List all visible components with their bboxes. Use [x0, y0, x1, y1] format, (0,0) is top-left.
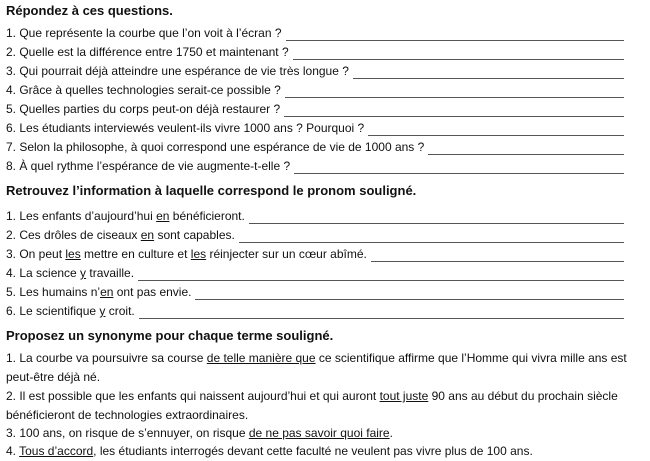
pronoun-sentence: 6. Le scientifique y croit. — [6, 304, 135, 318]
pronoun-sentence: 3. On peut les mettre en culture et les réinjecter sur un cœur abîmé. — [6, 247, 367, 261]
question-row — [6, 44, 624, 60]
answer-line[interactable] — [139, 306, 624, 319]
question-text: 5. Quelles parties du corps peut-on déjà restaurer ? — [6, 102, 281, 116]
answer-line[interactable] — [286, 28, 624, 41]
underlined-term: de ne pas savoir quoi faire — [248, 426, 390, 440]
underlined-pronoun: en — [140, 228, 155, 242]
question-row — [6, 63, 624, 79]
underlined-pronoun: y — [80, 266, 87, 280]
question-text: 2. Quelle est la différence entre 1750 et maintenant ? — [6, 45, 289, 59]
answer-line[interactable] — [195, 287, 624, 300]
question-text: 6. Les étudiants interviewés veulent-ils vivre 1000 ans ? Pourquoi ? — [6, 121, 365, 135]
answer-line[interactable] — [293, 47, 624, 60]
answer-line[interactable] — [428, 142, 624, 155]
answer-line[interactable] — [371, 249, 624, 262]
question-text: 1. Que représente la courbe que l’on voit à l’écran ? — [6, 26, 282, 40]
answer-line[interactable] — [294, 161, 624, 174]
question-row — [6, 158, 624, 174]
underlined-term: tout juste — [379, 389, 429, 403]
section1-heading: Répondez à ces questions. — [6, 3, 173, 18]
question-text: 3. Qui pourrait déjà atteindre une espérance de vie très longue ? — [6, 64, 349, 78]
underlined-pronoun: les — [190, 247, 207, 261]
synonym-item: 3. 100 ans, on risque de s’ennuyer, on risque de ne pas savoir quoi faire. — [6, 426, 393, 440]
answer-line[interactable] — [368, 123, 624, 136]
pronoun-row — [6, 265, 624, 281]
answer-line[interactable] — [249, 211, 624, 224]
answer-line[interactable] — [285, 85, 624, 98]
answer-line[interactable] — [239, 230, 624, 243]
answer-line[interactable] — [284, 104, 624, 117]
question-row — [6, 120, 624, 136]
synonym-item: 2. Il est possible que les enfants qui naissent aujourd’hui et qui auront tout juste 90 ans au début du prochain siècle bénéficieront de technologies extraordinaires. — [6, 389, 618, 422]
pronoun-row — [6, 227, 624, 243]
underlined-term: de telle manière que — [206, 351, 316, 365]
answer-line[interactable] — [353, 66, 624, 79]
question-row — [6, 82, 624, 98]
answer-line[interactable] — [138, 268, 624, 281]
section3-heading: Proposez un synonyme pour chaque terme souligné. — [6, 328, 334, 343]
synonym-item: 4. Tous d’accord, les étudiants interrogés devant cette faculté ne veulent pas vivre plus de 100 ans. — [6, 444, 533, 458]
pronoun-row — [6, 246, 624, 262]
pronoun-row — [6, 303, 624, 319]
question-text: 7. Selon la philosophe, à quoi correspond une espérance de vie de 1000 ans ? — [6, 140, 425, 154]
question-text: 4. Grâce à quelles technologies serait-ce possible ? — [6, 83, 281, 97]
pronoun-row — [6, 208, 624, 224]
underlined-pronoun: les — [65, 247, 81, 261]
pronoun-sentence: 2. Ces drôles de ciseaux en sont capables. — [6, 228, 235, 242]
question-row — [6, 139, 624, 155]
section2-heading: Retrouvez l’information à laquelle correspond le pronom souligné. — [6, 183, 417, 198]
underlined-pronoun: y — [99, 304, 106, 318]
question-row — [6, 25, 624, 41]
underlined-pronoun: en — [100, 285, 114, 299]
synonym-item: 1. La courbe va poursuivre sa course de telle manière que ce scientifique affirme que l’Homme qui vivra mille ans est peut-être déjà né. — [6, 351, 627, 384]
pronoun-sentence: 1. Les enfants d’aujourd’hui en bénéficieront. — [6, 209, 245, 223]
pronoun-sentence: 5. Les humains n’en ont pas envie. — [6, 285, 192, 299]
pronoun-sentence: 4. La science y travaille. — [6, 266, 135, 280]
underlined-pronoun: en — [156, 209, 170, 223]
question-row — [6, 101, 624, 117]
question-text: 8. À quel rythme l’espérance de vie augmente-t-elle ? — [6, 159, 291, 173]
pronoun-row — [6, 284, 624, 300]
underlined-term: Tous d’accord — [19, 444, 94, 458]
